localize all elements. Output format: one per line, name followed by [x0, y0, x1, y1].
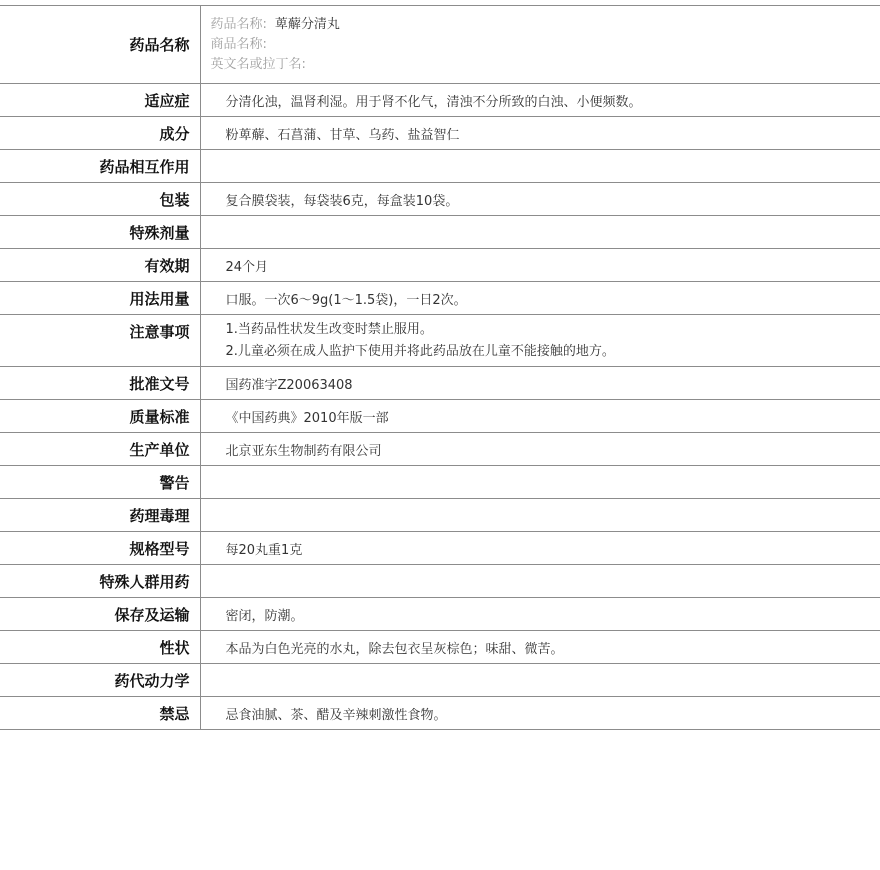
precaution-line-2: 2.儿童必须在成人监护下使用并将此药品放在儿童不能接触的地方。 — [225, 343, 615, 359]
row-shelf-life — [0, 249, 880, 282]
value-pharmacokinetics — [200, 664, 880, 697]
value-storage-transport: 密闭，防潮。 — [200, 598, 880, 631]
value-interactions — [200, 150, 880, 183]
label-appearance: 性状 — [0, 631, 200, 664]
row-usage-dosage — [0, 282, 880, 315]
row-special-dosage — [0, 216, 880, 249]
label-special-dosage: 特殊剂量 — [0, 216, 200, 249]
row-interactions — [0, 150, 880, 183]
row-manufacturer — [0, 433, 880, 466]
drug-spec-table — [0, 5, 880, 730]
label-special-populations: 特殊人群用药 — [0, 565, 200, 598]
label-manufacturer: 生产单位 — [0, 433, 200, 466]
row-approval-number — [0, 367, 880, 400]
label-specification: 规格型号 — [0, 532, 200, 565]
row-storage-transport — [0, 598, 880, 631]
trade-name-line — [211, 35, 880, 55]
value-contraindications: 忌食油腻、茶、醋及辛辣刺激性食物。 — [200, 697, 880, 730]
label-usage-dosage: 用法用量 — [0, 282, 200, 315]
row-quality-standard — [0, 400, 880, 433]
label-interactions: 药品相互作用 — [0, 150, 200, 183]
value-shelf-life: 24个月 — [200, 249, 880, 282]
label-ingredients: 成分 — [0, 117, 200, 150]
value-specification: 每20丸重1克 — [200, 532, 880, 565]
value-manufacturer: 北京亚东生物制药有限公司 — [200, 433, 880, 466]
label-pharmacokinetics: 药代动力学 — [0, 664, 200, 697]
label-approval-number: 批准文号 — [0, 367, 200, 400]
value-special-dosage — [200, 216, 880, 249]
label-indication: 适应症 — [0, 84, 200, 117]
trade-name-key: 商品名称: — [210, 36, 267, 52]
label-pharmacology-toxicology: 药理毒理 — [0, 499, 200, 532]
label-shelf-life: 有效期 — [0, 249, 200, 282]
row-drug-name — [0, 6, 880, 84]
label-drug-name: 药品名称 — [0, 6, 200, 84]
english-name-line — [211, 55, 880, 75]
generic-name-value: 萆薢分清丸 — [274, 16, 340, 32]
value-packaging: 复合膜袋装，每袋装6克，每盒装10袋。 — [200, 183, 880, 216]
value-precautions — [200, 315, 880, 367]
value-indication: 分清化浊，温肾利湿。用于肾不化气，清浊不分所致的白浊、小便频数。 — [200, 84, 880, 117]
row-indication — [0, 84, 880, 117]
row-pharmacology-toxicology — [0, 499, 880, 532]
row-warning — [0, 466, 880, 499]
row-pharmacokinetics — [0, 664, 880, 697]
label-storage-transport: 保存及运输 — [0, 598, 200, 631]
value-special-populations — [200, 565, 880, 598]
generic-name-line — [211, 15, 880, 35]
precaution-line-1: 1.当药品性状发生改变时禁止服用。 — [225, 321, 433, 337]
value-approval-number: 国药准字Z20063408 — [200, 367, 880, 400]
label-packaging: 包装 — [0, 183, 200, 216]
label-quality-standard: 质量标准 — [0, 400, 200, 433]
drug-name-block — [200, 6, 880, 84]
english-name-key: 英文名或拉丁名: — [210, 56, 306, 72]
value-usage-dosage: 口服。一次6～9g(1～1.5袋)，一日2次。 — [200, 282, 880, 315]
value-pharmacology-toxicology — [200, 499, 880, 532]
value-warning — [200, 466, 880, 499]
row-specification — [0, 532, 880, 565]
value-ingredients: 粉萆薢、石菖蒲、甘草、乌药、盐益智仁 — [200, 117, 880, 150]
row-packaging — [0, 183, 880, 216]
row-special-populations — [0, 565, 880, 598]
label-contraindications: 禁忌 — [0, 697, 200, 730]
value-appearance: 本品为白色光亮的水丸，除去包衣呈灰棕色；味甜、微苦。 — [200, 631, 880, 664]
row-ingredients — [0, 117, 880, 150]
row-appearance — [0, 631, 880, 664]
label-precautions: 注意事项 — [0, 315, 200, 367]
row-precautions — [0, 315, 880, 367]
generic-name-key: 药品名称: — [210, 16, 267, 32]
row-contraindications — [0, 697, 880, 730]
label-warning: 警告 — [0, 466, 200, 499]
value-quality-standard: 《中国药典》2010年版一部 — [200, 400, 880, 433]
